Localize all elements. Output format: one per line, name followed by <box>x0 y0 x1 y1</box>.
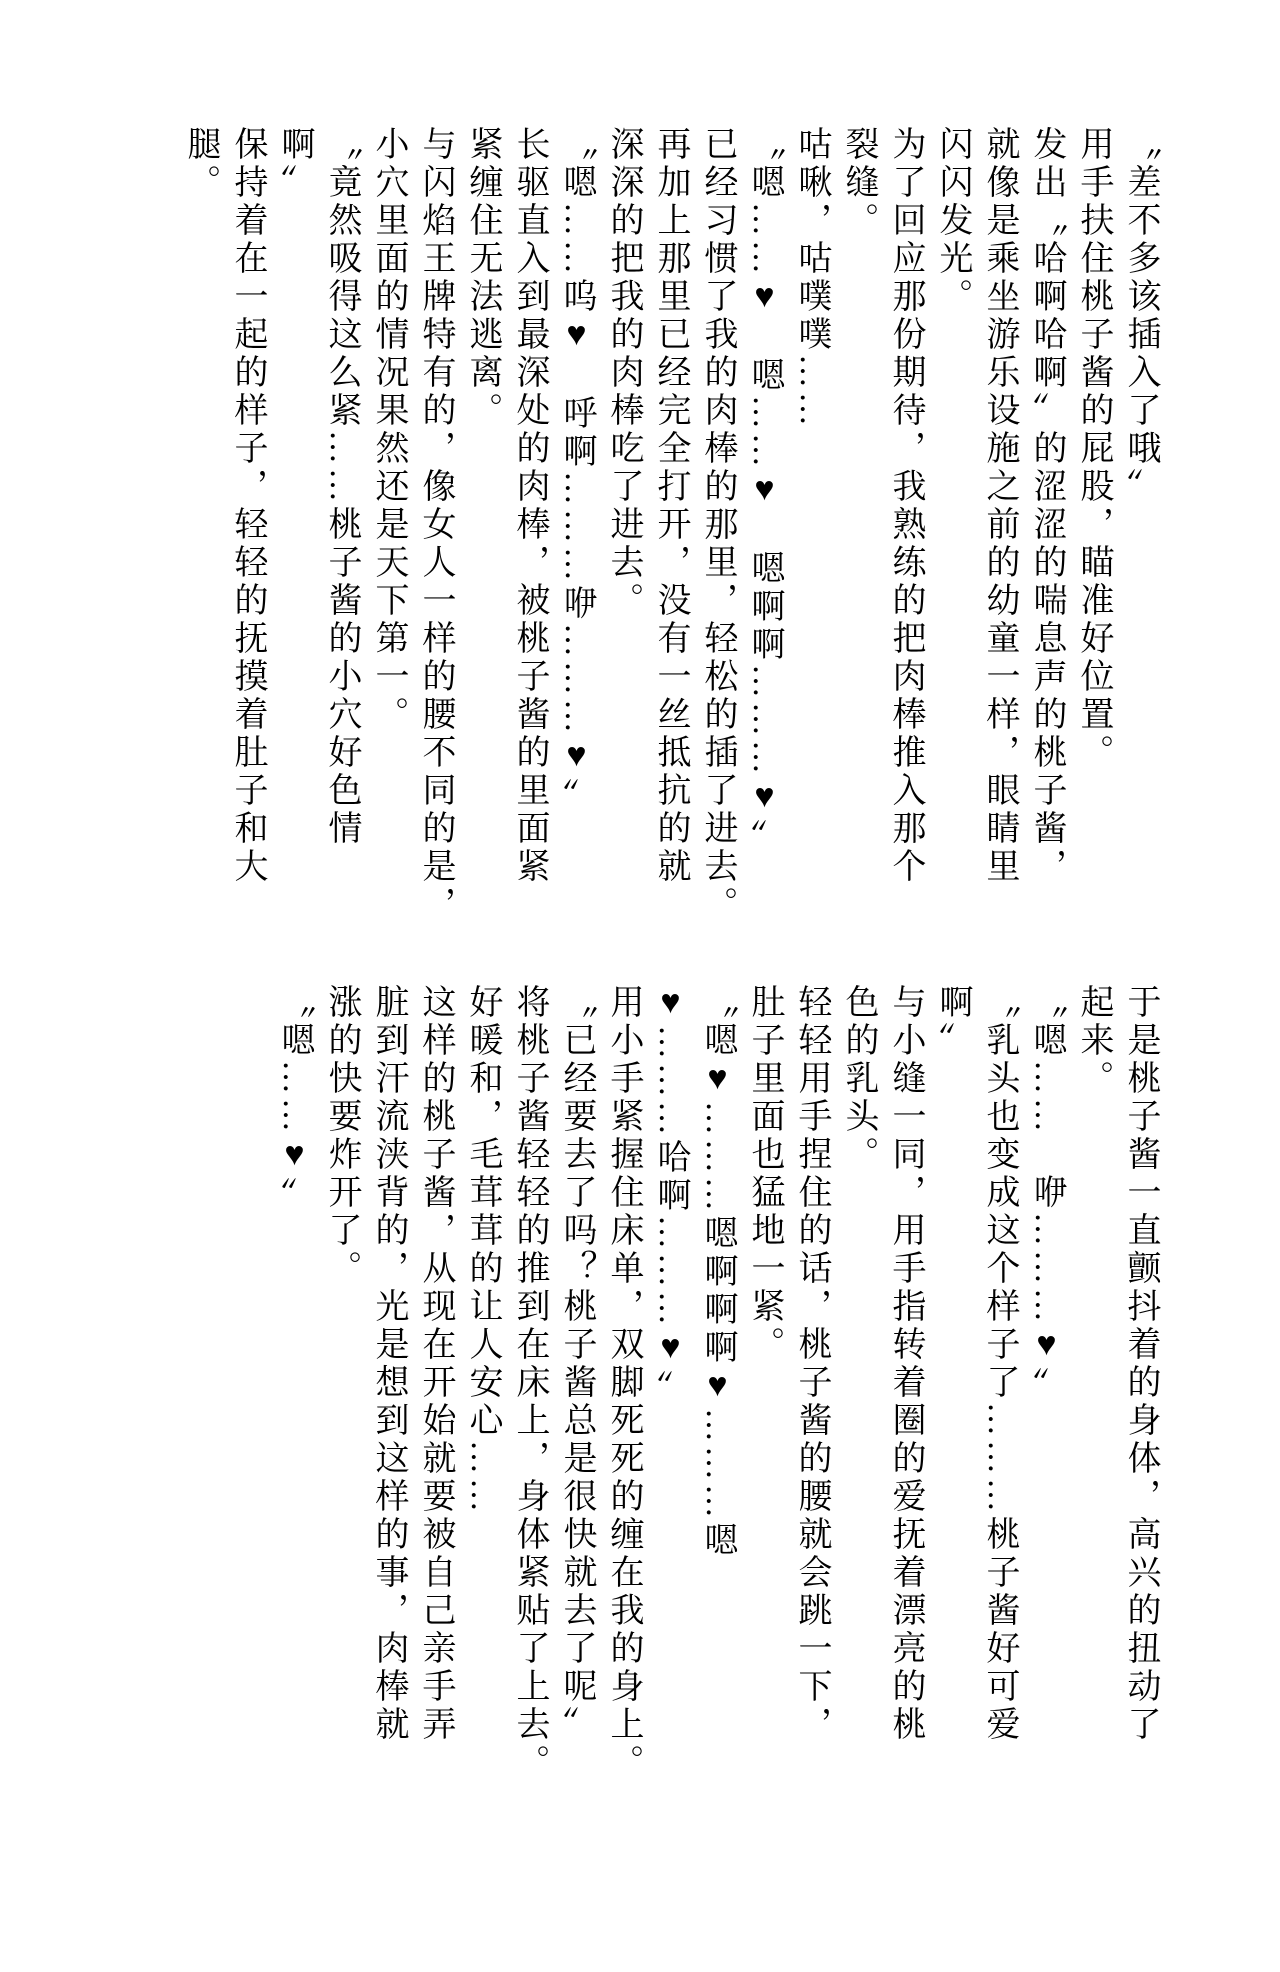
text-line: 已经习惯了我的肉棒的那里，轻松的插了进去。 <box>699 126 736 924</box>
text-line: 再加上那里已经完全打开，没有一丝抵抗的就 <box>652 126 689 886</box>
text-line: 裂缝。 <box>840 126 877 240</box>
text-line: 腿。 <box>182 126 219 202</box>
text-line: 用手扶住桃子酱的屁股，瞄准好位置。 <box>1075 126 1112 772</box>
text-line: 深深的把我的肉棒吃了进去。 <box>605 126 642 620</box>
text-line: 〝嗯…… 咿………♥〟 <box>1028 984 1065 1405</box>
upper-text-block <box>177 126 1164 1031</box>
text-line: ♥………哈啊………♥〟 <box>652 984 689 1408</box>
lower-text-block <box>271 984 1164 1889</box>
text-line: 为了回应那份期待，我熟练的把肉棒推入那个 <box>887 126 924 886</box>
text-line: 〝差不多该插入了哦〟 <box>1122 126 1159 506</box>
text-line: 长驱直入到最深处的肉棒，被桃子酱的里面紧 <box>511 126 548 886</box>
text-line: 就像是乘坐游乐设施之前的幼童一样，眼睛里 <box>981 126 1018 886</box>
text-line: 〝已经要去了吗？桃子酱总是很快就去了呢〟 <box>558 984 595 1744</box>
text-line: 紧缠住无法逃离。 <box>464 126 501 430</box>
text-line: 与闪焰王牌特有的，像女人一样的腰不同的是， <box>417 126 454 924</box>
text-line: 色的乳头。 <box>840 984 877 1174</box>
text-line: 〝竟然吸得这么紧……桃子酱的小穴好色情 <box>323 126 360 848</box>
text-line: 〝嗯♥………嗯啊啊啊♥………嗯 <box>699 984 736 1560</box>
text-line: 这样的桃子酱，从现在开始就要被自己亲手弄 <box>417 984 454 1744</box>
text-line: 肚子里面也猛地一紧。 <box>746 984 783 1364</box>
text-line: 轻轻用手捏住的话，桃子酱的腰就会跳一下， <box>793 984 830 1744</box>
text-line: 咕啾，咕噗噗…… <box>793 126 830 430</box>
text-line: 脏到汗流浃背的，光是想到这样的事，肉棒就 <box>370 984 407 1744</box>
text-line: 于是桃子酱一直颤抖着的身体，高兴的扭动了 <box>1122 984 1159 1744</box>
text-line: 闪闪发光。 <box>934 126 971 316</box>
text-line: 〝乳头也变成这个样子了………桃子酱好可爱 <box>981 984 1018 1744</box>
text-line: 用小手紧握住床单，双脚死死的缠在我的身上。 <box>605 984 642 1782</box>
text-line: 与小缝一同，用手指转着圈的爱抚着漂亮的桃 <box>887 984 924 1744</box>
text-line: 涨的快要炸开了。 <box>323 984 360 1288</box>
text-line: 〝嗯……呜♥ 呼啊………咿………♥〟 <box>558 126 595 816</box>
text-line: 小穴里面的情况果然还是天下第一。 <box>370 126 407 734</box>
text-line: 将桃子酱轻轻的推到在床上，身体紧贴了上去。 <box>511 984 548 1782</box>
text-line: 保持着在一起的样子，轻轻的抚摸着肚子和大 <box>229 126 266 886</box>
text-line: 啊〟 <box>276 126 313 202</box>
text-line: 〝嗯……♥〟 <box>276 984 313 1215</box>
text-line: 〝嗯……♥ 嗯……♥ 嗯啊啊………♥〟 <box>746 126 783 857</box>
text-line: 好暖和，毛茸茸的让人安心…… <box>464 984 501 1516</box>
text-line: 起来。 <box>1075 984 1112 1098</box>
text-line: 发出〝哈啊哈啊〟的涩涩的喘息声的桃子酱， <box>1028 126 1065 886</box>
text-line: 啊〟 <box>934 984 971 1060</box>
